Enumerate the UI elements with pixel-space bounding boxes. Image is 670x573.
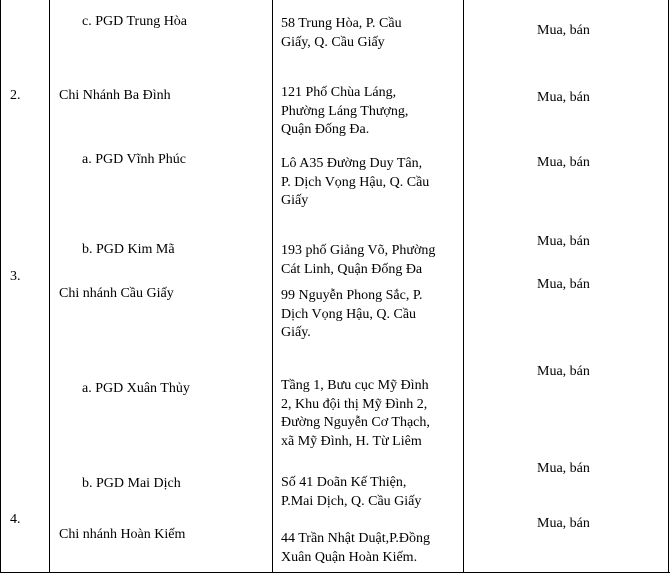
branch-name: a. PGD Vĩnh Phúc <box>82 152 186 167</box>
table-column-divider <box>272 0 273 572</box>
activity-cell: Mua, bán <box>537 516 590 531</box>
table-column-divider <box>49 0 50 572</box>
branch-name: Chi Nhánh Ba Đình <box>59 88 171 103</box>
activity-cell: Mua, bán <box>537 234 590 249</box>
branch-address-line: 2, Khu đội thị Mỹ Đình 2, <box>281 396 428 412</box>
branch-address-line: 121 Phố Chùa Láng, <box>281 85 397 100</box>
branch-address-line: 58 Trung Hòa, P. Cầu <box>281 16 402 31</box>
branch-name: a. PGD Xuân Thủy <box>82 381 190 396</box>
table-border-right <box>668 0 669 572</box>
branch-address-line: 44 Trần Nhật Duật,P.Đồng <box>281 531 430 546</box>
row-number: 3. <box>10 269 21 284</box>
branch-name: b. PGD Mai Dịch <box>82 476 181 491</box>
branch-address-line: Cát Linh, Quận Đống Đa <box>281 261 423 277</box>
branch-address-line: Dịch Vọng Hậu, Q. Cầu <box>281 306 417 322</box>
branch-address-line: Tầng 1, Bưu cục Mỹ Đình <box>281 378 429 393</box>
branch-address-line: Lô A35 Đường Duy Tân, <box>281 156 423 171</box>
row-number: 2. <box>10 88 21 103</box>
activity-cell: Mua, bán <box>537 155 590 170</box>
table-column-divider <box>463 0 464 572</box>
branch-address-line: Giấy <box>281 193 309 208</box>
branch-address-line: Đường Nguyễn Cơ Thạch, <box>281 415 430 430</box>
branch-address-line: 99 Nguyễn Phong Sắc, P. <box>281 288 423 303</box>
branch-address-line: Số 41 Doãn Kế Thiện, <box>281 475 407 490</box>
activity-cell: Mua, bán <box>537 23 590 38</box>
activity-cell: Mua, bán <box>537 277 590 292</box>
branch-address-line: P. Dịch Vọng Hậu, Q. Cầu <box>281 174 430 190</box>
branch-address-line: Phường Láng Thượng, <box>281 103 409 119</box>
branch-name: Chi nhánh Cầu Giấy <box>59 286 174 301</box>
branch-address-line: xã Mỹ Đình, H. Từ Liêm <box>281 433 422 449</box>
branch-address-line: 193 phố Giảng Võ, Phường <box>281 243 436 258</box>
branch-address-line: Giấy. <box>281 325 311 340</box>
branch-address-line: Quận Đống Đa. <box>281 122 370 137</box>
activity-cell: Mua, bán <box>537 461 590 476</box>
branch-name: b. PGD Kim Mã <box>82 242 175 257</box>
branch-address-line: Giấy, Q. Cầu Giấy <box>281 34 385 50</box>
row-number: 4. <box>10 512 21 527</box>
branch-name: Chi nhánh Hoàn Kiếm <box>59 527 186 542</box>
branch-address-line: P.Mai Dịch, Q. Cầu Giấy <box>281 493 422 509</box>
activity-cell: Mua, bán <box>537 364 590 379</box>
activity-cell: Mua, bán <box>537 90 590 105</box>
branch-address-line: Xuân Quận Hoàn Kiếm. <box>281 549 418 565</box>
table-border-left <box>0 0 1 572</box>
branch-name: c. PGD Trung Hòa <box>82 14 188 29</box>
